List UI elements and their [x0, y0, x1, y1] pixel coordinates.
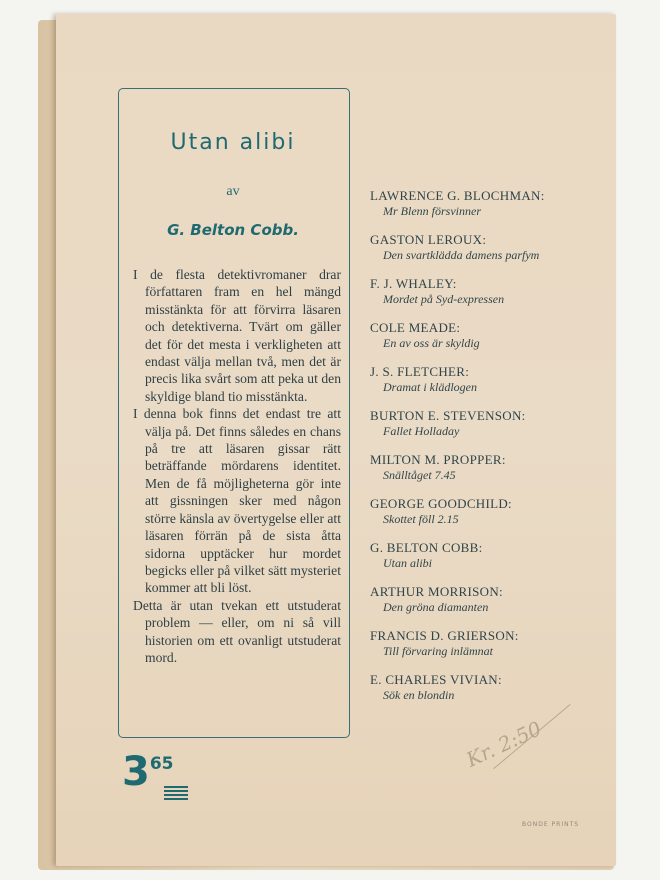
- series-entry: [370, 628, 610, 672]
- printer-mark: BONDE PRINTS: [522, 821, 580, 828]
- description-paragraph: Detta är utan tvekan ett utstuderat problem — eller, om ni så vill historien om ett ovanligt utstuderat mord.: [133, 597, 341, 665]
- series-title: Mordet på Syd-expressen: [383, 292, 505, 306]
- series-author: F. J. WHALEY:: [370, 276, 457, 291]
- series-title: Sök en blondin: [383, 688, 455, 702]
- price-main: 3: [122, 749, 150, 795]
- series-author: J. S. FLETCHER:: [370, 364, 470, 379]
- price-mark: [122, 749, 174, 795]
- series-author: ARTHUR MORRISON:: [370, 584, 503, 599]
- series-title: Mr Blenn försvinner: [383, 204, 481, 218]
- series-author: E. CHARLES VIVIAN:: [370, 672, 502, 687]
- series-entry: [370, 276, 610, 320]
- series-entry: [370, 320, 610, 364]
- series-author: LAWRENCE G. BLOCHMAN:: [370, 188, 545, 203]
- series-title: Snälltåget 7.45: [383, 468, 456, 482]
- series-entry: [370, 452, 610, 496]
- description-paragraph: I denna bok finns det endast tre att välja på. Det finns således en chans på tre att läsaren gissar rätt beträffande mördarens identitet. Men de få möjligheterna gör inte att gissningen sker med någon större känsla av övertygelse eller att läsaren förrän på de sista åtta sidorna upptäcker hur mordet begicks eller på vilket sätt mysteriet kommer att bli löst.: [133, 406, 341, 596]
- series-author: GEORGE GOODCHILD:: [370, 496, 512, 511]
- series-author: GASTON LEROUX:: [370, 232, 487, 247]
- series-list: [370, 188, 610, 716]
- by-label: av: [226, 184, 240, 199]
- series-entry: [370, 188, 610, 232]
- series-entry: [370, 540, 610, 584]
- series-author: COLE MEADE:: [370, 320, 461, 335]
- book-author: G. Belton Cobb.: [167, 221, 299, 239]
- price-underline-icon: [164, 786, 188, 800]
- series-author: FRANCIS D. GRIERSON:: [370, 628, 519, 643]
- series-title: Till förvaring inlämnat: [383, 644, 494, 658]
- series-entry: [370, 584, 610, 628]
- series-author: MILTON M. PROPPER:: [370, 452, 506, 467]
- description-paragraph: I de flesta detektivromaner drar författaren fram en hel mängd misstänkta för att förvirra läsaren och detektiverna. Tvärt om gäller det för det mesta i verkligheten att endast välja mellan två, men det är precis lika svårt som att peka ut den skyldige bland tio misstänkta.: [133, 267, 341, 404]
- series-entry: [370, 232, 610, 276]
- book-title: Utan alibi: [170, 130, 296, 155]
- series-title: Fallet Holladay: [383, 424, 460, 438]
- series-title: Dramat i klädlogen: [383, 380, 477, 394]
- series-author: G. BELTON COBB:: [370, 540, 483, 555]
- pencil-price-note: Kr. 2:50: [462, 716, 546, 772]
- series-title: Den gröna diamanten: [383, 600, 489, 614]
- series-title: Skottet föll 2.15: [383, 512, 459, 526]
- series-entry: [370, 496, 610, 540]
- series-author: BURTON E. STEVENSON:: [370, 408, 526, 423]
- series-title: En av oss är skyldig: [383, 336, 480, 350]
- book-description: [133, 266, 341, 666]
- series-title: Utan alibi: [383, 556, 433, 570]
- series-entry: [370, 408, 610, 452]
- price-cents: 65: [149, 754, 174, 774]
- series-entry: [370, 364, 610, 408]
- series-title: Den svartklädda damens parfym: [383, 248, 540, 262]
